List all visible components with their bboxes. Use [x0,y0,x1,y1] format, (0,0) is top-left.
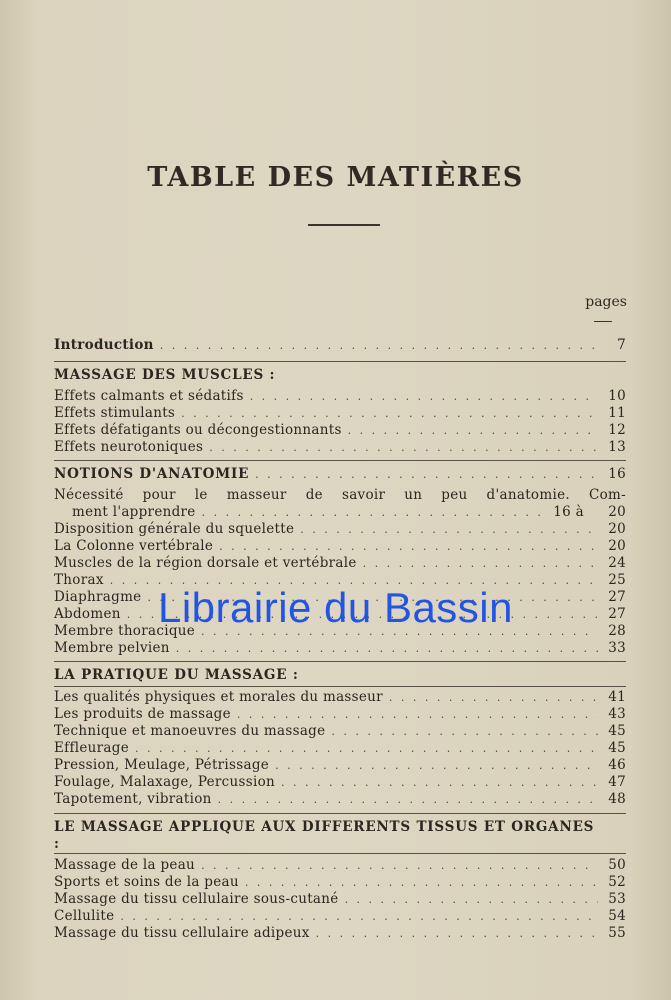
toc-entry [54,521,626,538]
toc-entry [54,891,626,908]
entry-label: Membre pelvien [54,640,170,656]
section-divider [54,361,626,362]
section-divider [54,460,626,461]
entry-label: Massage du tissu cellulaire sous-cutané [54,891,339,907]
section-heading: NOTIONS D'ANATOMIE [54,466,250,482]
toc-entry [54,791,626,808]
entry-label: Effets calmants et sédatifs [54,388,244,404]
dot-leader [331,723,598,740]
page-title: TABLE DES MATIÈRES [147,162,524,193]
title-underline [308,224,380,226]
toc-entry [54,640,626,657]
pages-column-label: pages [585,294,627,310]
entry-label: Effets neurotoniques [54,439,204,455]
dot-leader [135,740,598,757]
toc-entry [54,405,626,422]
toc-entry [54,723,626,740]
dot-leader [281,774,598,791]
entry-label: Technique et manoeuvres du massage [54,723,326,739]
entry-label: Abdomen [54,606,121,622]
entry-page: 50 [608,857,626,873]
dot-leader [255,466,598,483]
entry-label: Foulage, Malaxage, Percussion [54,774,276,790]
dot-leader [250,388,598,405]
entry-page: 52 [608,874,626,890]
watermark-text: Librairie du Bassin [157,584,513,631]
dot-leader [209,439,598,456]
entry-page: 25 [608,572,626,588]
section-heading: MASSAGE DES MUSCLES : [54,367,276,383]
entry-label: Diaphragme [54,589,142,605]
pages-underline [594,321,612,322]
entry-label: Les produits de massage [54,706,231,722]
entry-label: Pression, Meulage, Pétrissage [54,757,270,773]
dot-leader [201,857,598,874]
entry-page: 20 [608,521,626,537]
entry-page: 43 [608,706,626,722]
section-heading: LE MASSAGE APPLIQUE AUX DIFFERENTS TISSUS ET ORGANES : [54,819,595,852]
entry-page-range: 16 à [553,504,584,520]
toc-entry [54,774,626,791]
entry-label: Muscles de la région dorsale et vertébrale [54,555,357,571]
entry-page: 13 [608,439,626,455]
toc-entry [54,908,626,925]
dot-leader [348,422,598,439]
entry-label: La Colonne vertébrale [54,538,214,554]
toc-entry [54,757,626,774]
entry-page: 16 [608,466,626,482]
section-divider [54,661,626,662]
toc-entry [54,689,626,706]
toc-entry [54,538,626,555]
entry-label: Membre thoracique [54,623,196,639]
section-divider [54,813,626,814]
entry-page: 41 [608,689,626,705]
entry-label: Disposition générale du squelette [54,521,295,537]
entry-page: 20 [608,504,626,520]
dot-leader [160,337,598,354]
dot-leader [237,706,598,723]
dot-leader [181,405,598,422]
entry-page: 33 [608,640,626,656]
entry-label: Sports et soins de la peau [54,874,239,890]
toc-entry [54,857,626,874]
dot-leader [345,891,598,908]
entry-page: 45 [608,723,626,739]
dot-leader [218,791,598,808]
entry-label-line1: Nécessité pour le masseur de savoir un peu d'anatomie. Com- [54,487,626,503]
section-divider [54,853,626,854]
entry-label: Massage de la peau [54,857,196,873]
entry-page: 12 [608,422,626,438]
dot-leader [300,521,598,538]
entry-page: 24 [608,555,626,571]
entry-page: 47 [608,774,626,790]
entry-label: Introduction [54,337,154,353]
entry-page: 53 [608,891,626,907]
toc-entry-introduction [54,337,626,354]
dot-leader [219,538,598,555]
toc-entry [54,740,626,757]
entry-label: Thorax [54,572,104,588]
entry-label: Tapotement, vibration [54,791,212,807]
entry-label-line2-row [54,504,626,521]
dot-leader [275,757,598,774]
entry-label: Effleurage [54,740,129,756]
entry-page: 11 [608,405,626,421]
entry-label: Massage du tissu cellulaire adipeux [54,925,310,941]
entry-page: 54 [608,908,626,924]
toc-entry [54,388,626,405]
entry-page: 46 [608,757,626,773]
entry-page: 10 [608,388,626,404]
toc-entry [54,874,626,891]
dot-leader [363,555,598,572]
entry-page: 7 [617,337,626,353]
entry-label: Effets stimulants [54,405,176,421]
toc-entry [54,925,626,942]
entry-page: 45 [608,740,626,756]
entry-page: 27 [608,606,626,622]
dot-leader [202,504,548,521]
entry-label-line2: ment l'apprendre [72,504,196,520]
section-heading-row [54,466,626,483]
section-heading: LA PRATIQUE DU MASSAGE : [54,667,299,683]
entry-page: 20 [608,538,626,554]
toc-entry [54,422,626,439]
dot-leader [316,925,598,942]
section-divider [54,686,626,687]
entry-page: 27 [608,589,626,605]
entry-page: 55 [608,925,626,941]
dot-leader [120,908,598,925]
dot-leader [389,689,598,706]
entry-label: Cellulite [54,908,115,924]
toc-entry-multiline [54,487,626,521]
entry-page: 48 [608,791,626,807]
dot-leader [245,874,598,891]
entry-label: Effets défatigants ou décongestionnants [54,422,342,438]
toc-entry [54,439,626,456]
toc-entry [54,706,626,723]
dot-leader [176,640,598,657]
entry-page: 28 [608,623,626,639]
entry-label: Les qualités physiques et morales du masseur [54,689,383,705]
toc-entry [54,555,626,572]
